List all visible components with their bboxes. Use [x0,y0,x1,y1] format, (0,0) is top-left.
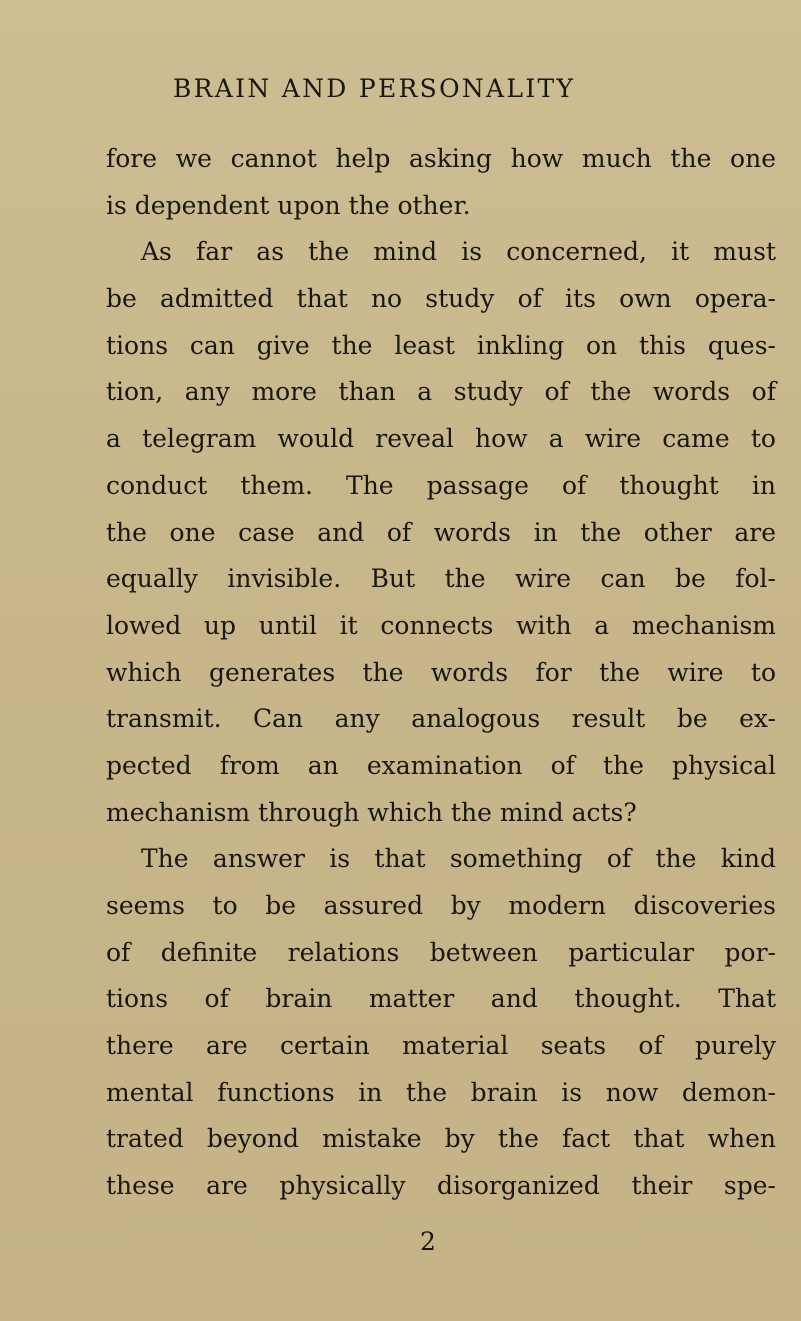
text-line: there are certain material seats of purely [106,1031,776,1061]
text-line: mechanism through which the mind acts? [106,797,637,827]
text-line: the one case and of words in the other are [106,517,776,547]
text-line: pected from an examination of the physical [106,750,776,780]
text-line: The answer is that something of the kind [141,844,776,874]
text-line: trated beyond mistake by the fact that when [106,1124,776,1154]
text-line: fore we cannot help asking how much the one [106,144,776,173]
text-line: conduct them. The passage of thought in [106,470,776,500]
text-line: a telegram would reveal how a wire came to [106,424,776,454]
text-line: tion, any more than a study of the words of [106,377,776,407]
text-line: these are physically disorganized their spe- [106,1171,776,1201]
text-line: As far as the mind is concerned, it must [141,237,776,267]
text-line: tions can give the least inkling on this ques- [106,330,776,360]
body-text [106,136,776,1210]
text-line: lowed up until it connects with a mechanism [106,610,776,640]
text-line: equally invisible. But the wire can be fol- [106,564,776,594]
text-line: of definite relations between particular por- [106,937,776,967]
running-head: BRAIN AND PERSONALITY [173,74,576,103]
text-line: mental functions in the brain is now demon- [106,1077,776,1107]
text-line: transmit. Can any analogous result be ex- [106,704,776,734]
text-line: which generates the words for the wire to [106,657,776,687]
page-number: 2 [420,1227,436,1256]
text-line: be admitted that no study of its own opera- [106,284,776,314]
text-line: tions of brain matter and thought. That [106,984,776,1014]
text-line: is dependent upon the other. [106,190,471,220]
text-line: seems to be assured by modern discoveries [106,891,776,920]
